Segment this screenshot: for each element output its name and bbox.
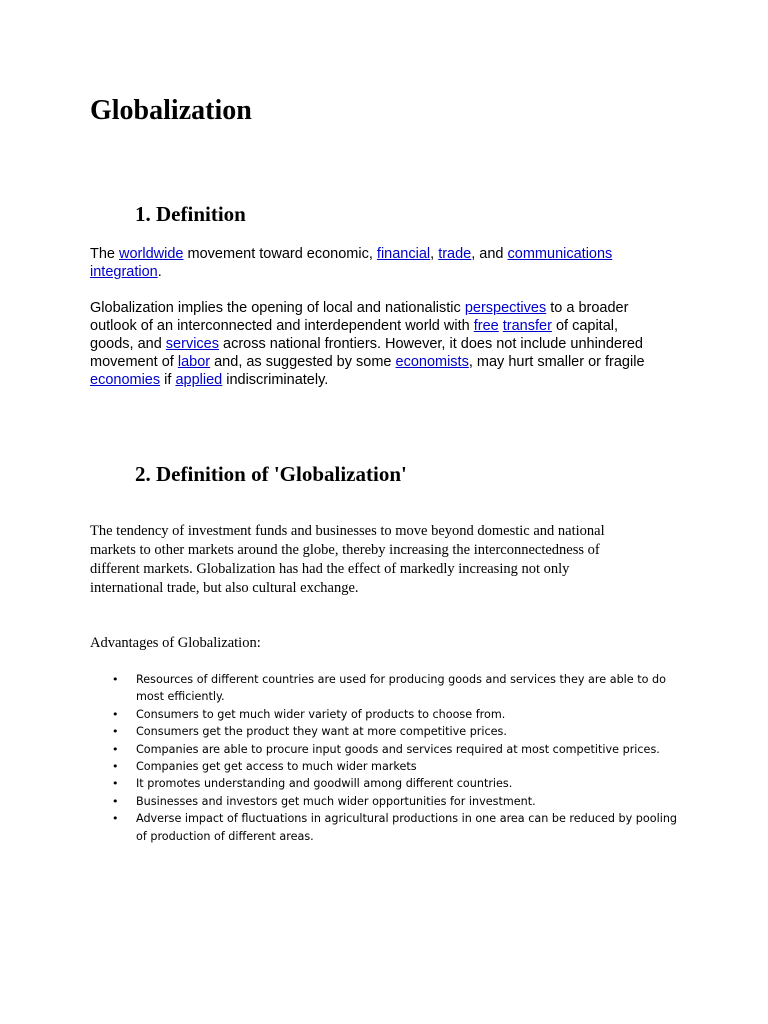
list-item <box>112 775 692 792</box>
tendency-paragraph <box>90 522 690 598</box>
link-perspectives[interactable]: perspectives <box>464 300 547 316</box>
bullet-icon: • <box>112 725 119 739</box>
list-item <box>112 706 692 723</box>
paragraph-line: integration. <box>90 264 162 280</box>
paragraph-line: goods, and services across national frontiers. However, it does not include unhindered <box>90 336 643 352</box>
link-integration[interactable]: integration <box>90 264 158 280</box>
globalization-paragraph <box>90 299 690 389</box>
paragraph-line: markets to other markets around the globe, thereby increasing the interconnectedness of <box>90 542 600 558</box>
list-item <box>112 810 692 845</box>
link-worldwide[interactable]: worldwide <box>119 246 184 262</box>
list-item <box>112 723 692 740</box>
list-item-text: Companies get get access to much wider markets <box>136 760 417 774</box>
list-item-text: most efficiently. <box>136 690 225 704</box>
paragraph-line: international trade, but also cultural exchange. <box>90 580 359 596</box>
paragraph-line: The tendency of investment funds and businesses to move beyond domestic and national <box>90 523 605 539</box>
link-trade[interactable]: trade <box>438 246 472 262</box>
list-item-text: Adverse impact of fluctuations in agricultural productions in one area can be reduced by pooling <box>136 812 678 826</box>
paragraph-line: different markets. Globalization has had the effect of markedly increasing not only <box>90 561 570 577</box>
bullet-icon: • <box>112 812 119 826</box>
list-item-text: Resources of different countries are used for producing goods and services they are able to do <box>136 673 666 686</box>
paragraph-line: The worldwide movement toward economic, financial, trade, and communications <box>90 246 613 262</box>
bullet-icon: • <box>112 760 119 774</box>
list-item <box>112 671 692 706</box>
list-item-text: It promotes understanding and goodwill among different countries. <box>136 777 513 791</box>
page-title: Globalization <box>90 95 252 126</box>
link-transfer[interactable]: transfer <box>502 318 552 334</box>
paragraph-line: outlook of an interconnected and interdependent world with free transfer of capital, <box>90 318 619 334</box>
link-communications[interactable]: communications <box>507 246 613 262</box>
bullet-icon: • <box>112 777 119 791</box>
bullet-icon: • <box>112 707 119 721</box>
paragraph-line: economies if applied indiscriminately. <box>90 372 329 388</box>
list-item <box>112 793 692 810</box>
paragraph-line: Globalization implies the opening of local and nationalistic perspectives to a broader <box>90 300 629 316</box>
link-applied[interactable]: applied <box>175 372 223 388</box>
section-heading-definition-of-globalization: 2. Definition of 'Globalization' <box>135 462 407 486</box>
list-item <box>112 758 692 775</box>
paragraph-line: movement of labor and, as suggested by some economists, may hurt smaller or fragile <box>90 354 645 370</box>
bullet-icon: • <box>112 742 119 756</box>
link-economies[interactable]: economies <box>90 372 161 388</box>
list-item-text: of production of different areas. <box>136 829 314 843</box>
link-free[interactable]: free <box>473 318 499 334</box>
link-economists[interactable]: economists <box>395 354 469 370</box>
list-item-text: Businesses and investors get much wider opportunities for investment. <box>136 794 536 808</box>
bullet-icon: • <box>112 673 119 686</box>
bullet-icon: • <box>112 794 119 808</box>
link-financial[interactable]: financial <box>376 246 431 262</box>
list-item-text: Consumers get the product they want at more competitive prices. <box>136 725 507 739</box>
link-services[interactable]: services <box>165 336 219 352</box>
definition-paragraph <box>90 245 690 281</box>
list-item <box>112 741 692 758</box>
link-labor[interactable]: labor <box>177 354 211 370</box>
advantages-list <box>112 671 692 845</box>
section-heading-definition: 1. Definition <box>135 202 246 226</box>
list-item-text: Companies are able to procure input goods and services required at most competitive prices. <box>136 742 660 756</box>
advantages-heading: Advantages of Globalization: <box>90 635 261 651</box>
list-item-text: Consumers to get much wider variety of products to choose from. <box>136 707 506 721</box>
